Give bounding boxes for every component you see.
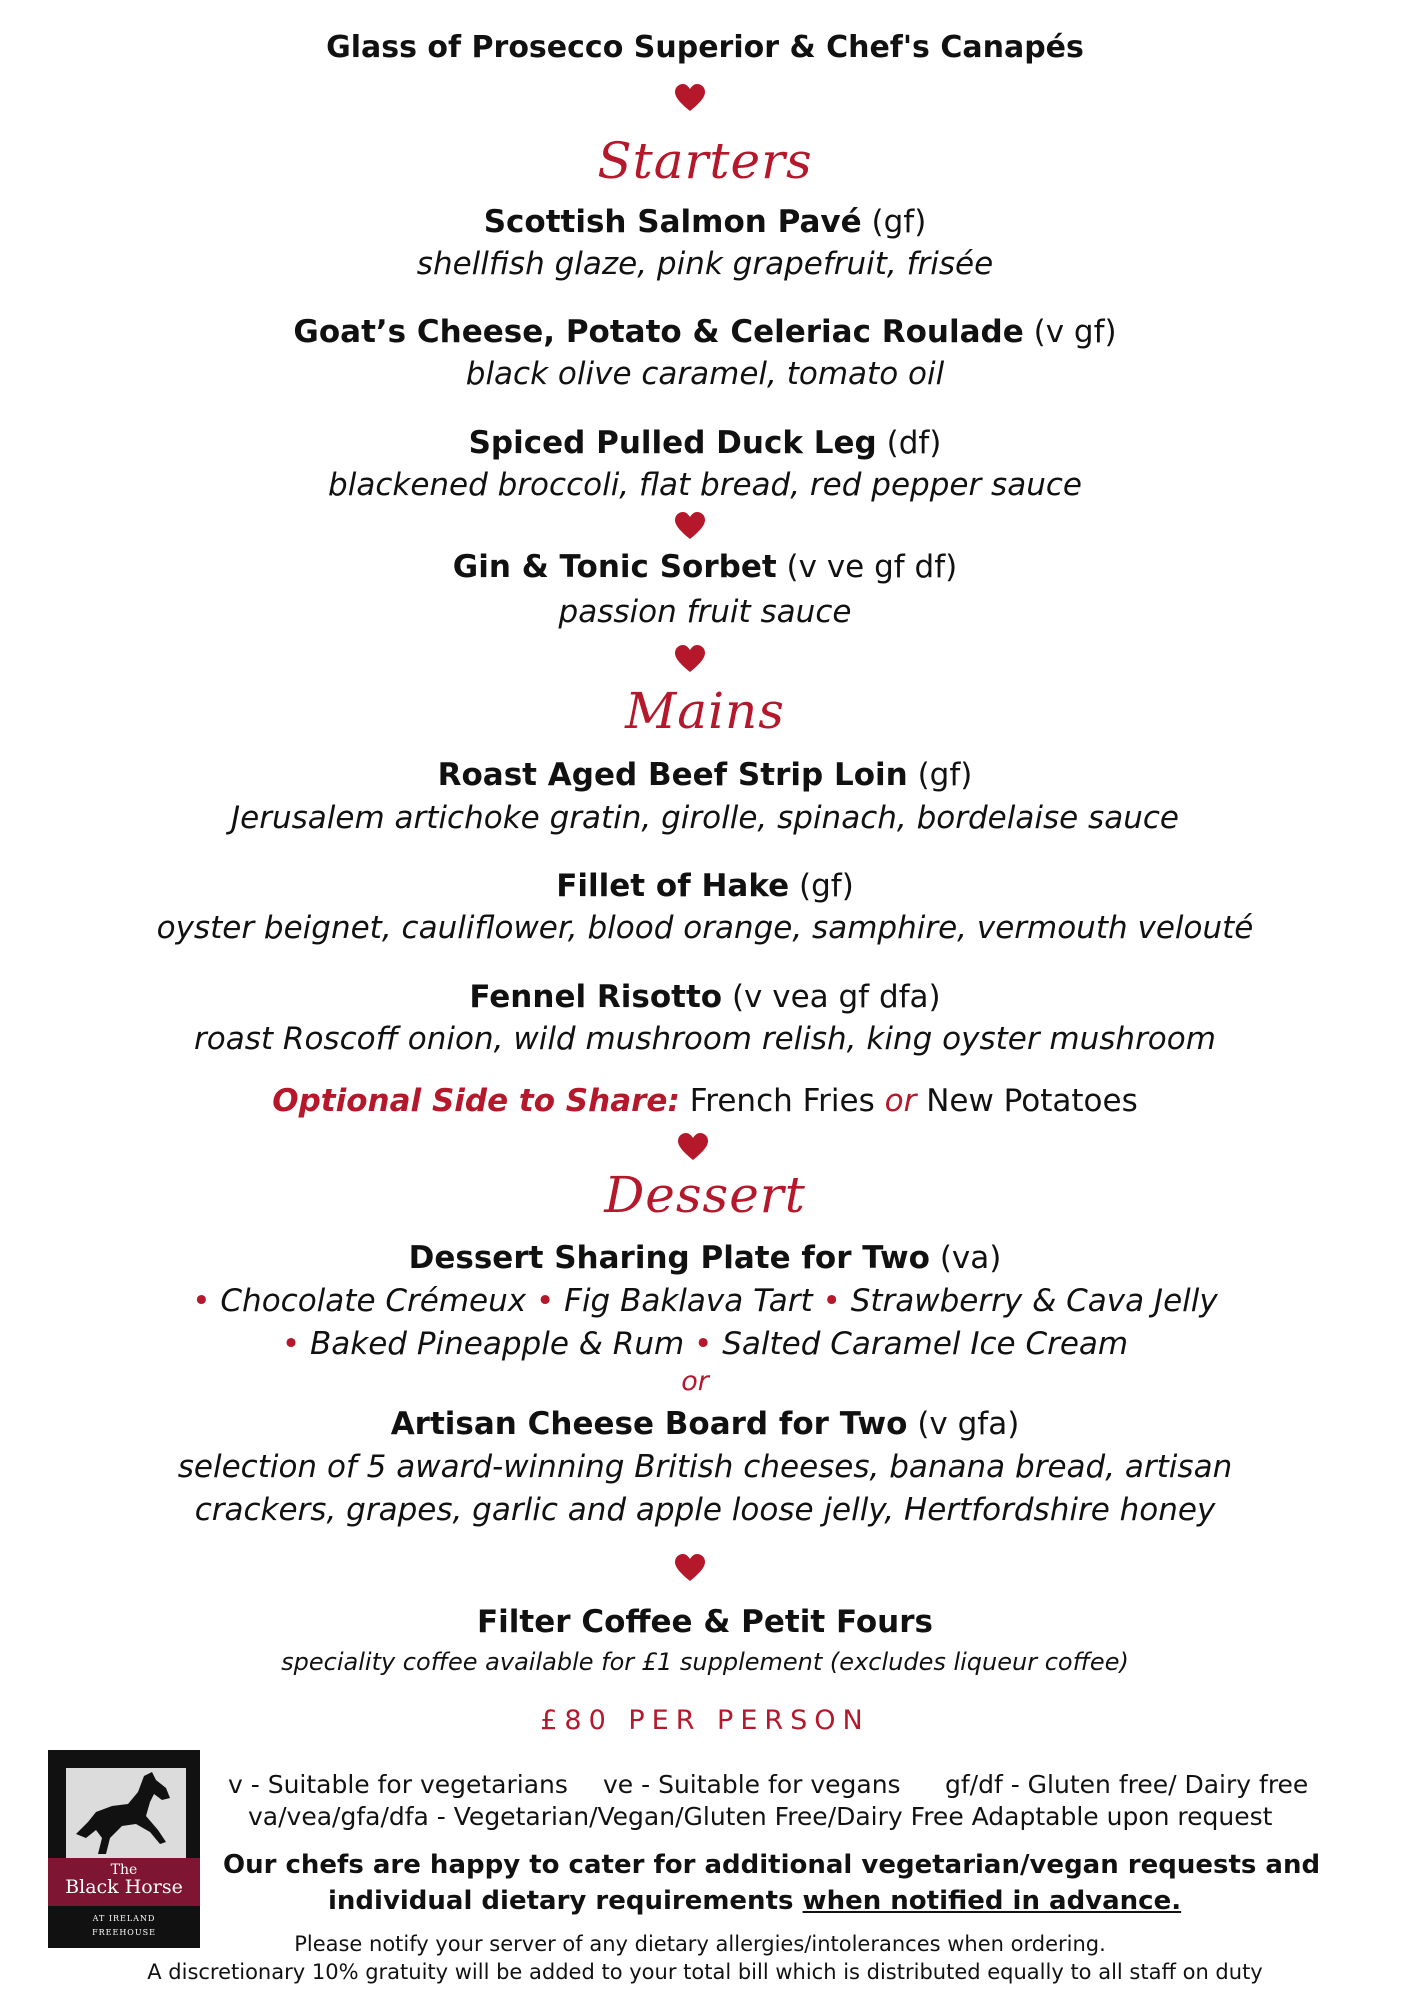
bullet: • — [822, 1283, 841, 1319]
menu-item-dessert-plate — [0, 1240, 1410, 1276]
logo-at: AT IRELAND — [92, 1914, 156, 1923]
item-name: Dessert Sharing Plate for Two — [408, 1240, 930, 1276]
item-tags: (va) — [939, 1240, 1002, 1276]
legend-ve: ve - Suitable for vegans — [603, 1770, 901, 1799]
item-desc: roast Roscoff onion, wild mushroom relish, king oyster mushroom — [194, 1021, 1216, 1057]
item-name: Artisan Cheese Board for Two — [390, 1406, 908, 1442]
menu-item-sorbet — [0, 549, 1410, 585]
section-title-starters: Starters — [597, 132, 813, 190]
side-label: Optional Side to Share: — [272, 1083, 680, 1119]
section-title-dessert: Dessert — [604, 1166, 806, 1224]
dessert-or: or — [681, 1366, 709, 1397]
dessert-component: Strawberry & Cava Jelly — [850, 1283, 1218, 1319]
dessert-component: Chocolate Crémeux — [220, 1283, 527, 1319]
side-or: or — [884, 1083, 917, 1119]
item-name: Goat’s Cheese, Potato & Celeriac Roulade — [293, 314, 1024, 350]
item-desc: oyster beignet, cauliflower, blood orange, samphire, vermouth velouté — [156, 910, 1254, 946]
menu-item-hake — [0, 868, 1410, 904]
chefs-note-line-2 — [328, 1886, 1181, 1916]
coffee-name: Filter Coffee & Petit Fours — [476, 1604, 933, 1640]
chefs-note-line-1: Our chefs are happy to cater for additional vegetarian/vegan requests and — [223, 1850, 1321, 1880]
item-tags: (df) — [886, 425, 942, 461]
item-tags: (gf) — [871, 204, 927, 240]
coffee-desc: speciality coffee available for £1 supplement (excludes liqueur coffee) — [281, 1648, 1129, 1676]
item-desc-1: selection of 5 award-winning British cheeses, banana bread, artisan — [177, 1449, 1233, 1485]
menu-item-salmon — [0, 204, 1410, 240]
item-desc: passion fruit sauce — [558, 594, 852, 630]
item-name: Gin & Tonic Sorbet — [452, 549, 777, 585]
section-title-mains: Mains — [625, 682, 785, 740]
item-tags: (v vea gf dfa) — [731, 979, 941, 1015]
chefs-note-text: individual dietary requirements — [328, 1886, 794, 1916]
footer-line-2: A discretionary 10% gratuity will be added to your total bill which is distributed equally to all staff on duty — [147, 1960, 1263, 1984]
menu-item-risotto — [0, 979, 1410, 1015]
item-tags: (gf) — [917, 757, 973, 793]
bullet: • — [192, 1283, 211, 1319]
side-option-2: New Potatoes — [926, 1083, 1138, 1119]
legend-adapt: va/vea/gfa/dfa - Vegetarian/Vegan/Gluten Free/Dairy Free Adaptable upon request — [248, 1802, 1273, 1831]
legend-gf: gf/df - Gluten free/ Dairy free — [945, 1770, 1309, 1799]
footer-line-1: Please notify your server of any dietary allergies/intolerances when ordering. — [294, 1932, 1106, 1956]
dessert-component: Baked Pineapple & Rum — [310, 1326, 685, 1362]
price: £80 PER PERSON — [540, 1705, 870, 1736]
bullet: • — [281, 1326, 301, 1362]
horse-logo — [48, 1750, 200, 1948]
item-tags: (gf) — [799, 868, 854, 904]
heart-icon — [675, 84, 705, 112]
heart-icon — [675, 1554, 705, 1582]
item-name: Fennel Risotto — [469, 979, 723, 1015]
optional-side — [0, 1083, 1410, 1119]
item-desc: black olive caramel, tomato oil — [465, 356, 945, 392]
item-desc: blackened broccoli, flat bread, red pepper sauce — [328, 467, 1082, 503]
item-desc-2: crackers, grapes, garlic and apple loose jelly, Hertfordshire honey — [194, 1492, 1216, 1528]
dessert-line-1 — [0, 1283, 1410, 1319]
horse-silhouette-icon — [66, 1768, 186, 1860]
item-name: Fillet of Hake — [556, 868, 790, 904]
intro-line: Glass of Prosecco Superior & Chef's Canapés — [326, 30, 1084, 65]
logo-the: The — [110, 1862, 138, 1878]
item-tags: (v ve gf df) — [786, 549, 958, 585]
item-name: Spiced Pulled Duck Leg — [468, 425, 877, 461]
dessert-component: Fig Baklava Tart — [564, 1283, 813, 1319]
heart-icon — [678, 1133, 708, 1161]
item-tags: (v gfa) — [917, 1406, 1020, 1442]
chefs-note-underlined: when notified in advance. — [802, 1886, 1182, 1916]
legend-v: v - Suitable for vegetarians — [228, 1770, 568, 1799]
item-desc: shellfish glaze, pink grapefruit, frisée — [416, 246, 994, 282]
dessert-line-2 — [0, 1326, 1410, 1362]
item-desc: Jerusalem artichoke gratin, girolle, spinach, bordelaise sauce — [231, 800, 1179, 836]
side-option-1: French Fries — [689, 1083, 875, 1119]
item-name: Scottish Salmon Pavé — [483, 204, 862, 240]
menu-item-beef — [0, 757, 1410, 793]
logo-freehouse: FREEHOUSE — [92, 1928, 156, 1937]
dessert-component: Salted Caramel Ice Cream — [722, 1326, 1129, 1362]
bullet: • — [694, 1326, 713, 1362]
menu-item-roulade — [0, 314, 1410, 350]
item-tags: (v gf) — [1033, 314, 1117, 350]
menu-item-duck — [0, 425, 1410, 461]
menu-item-cheese — [0, 1406, 1410, 1442]
bullet: • — [535, 1283, 555, 1319]
item-name: Roast Aged Beef Strip Loin — [437, 757, 908, 793]
heart-icon — [675, 512, 705, 540]
heart-icon — [675, 645, 705, 673]
logo-name: Black Horse — [65, 1876, 183, 1898]
